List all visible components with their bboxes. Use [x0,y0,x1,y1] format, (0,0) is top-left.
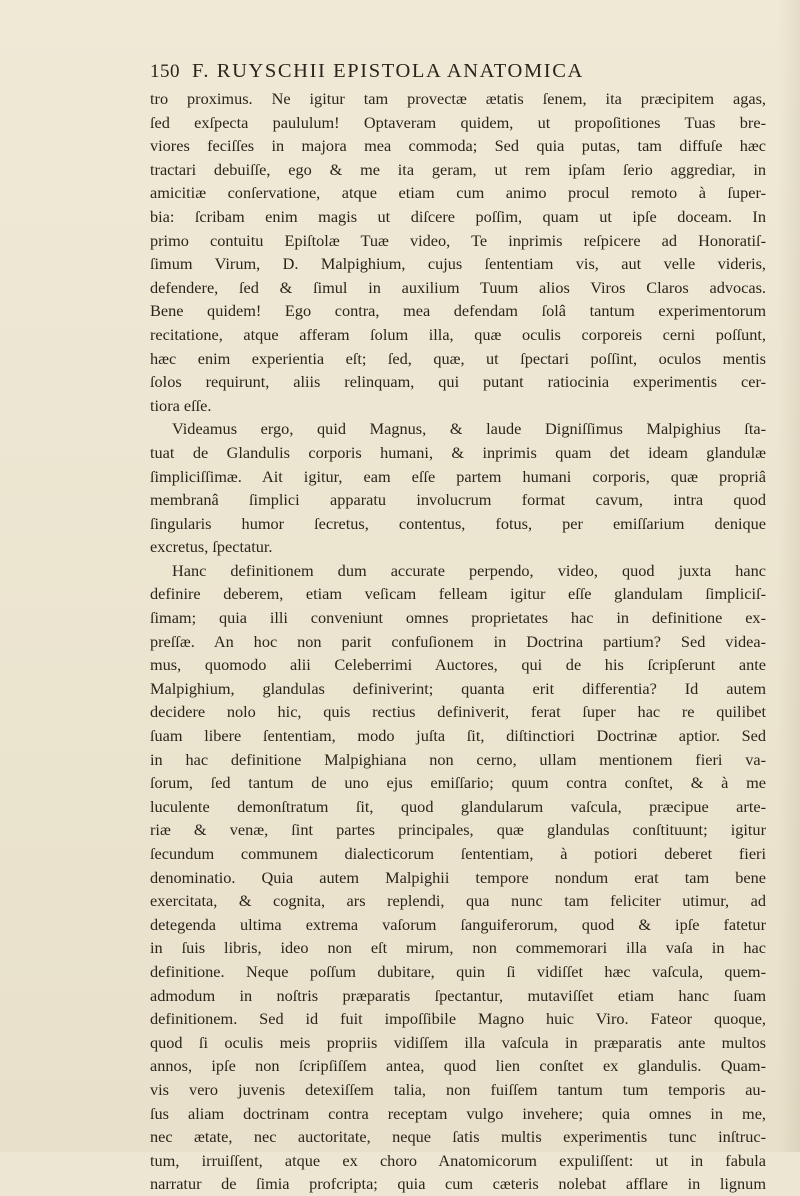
text-line: tro proximus. Ne igitur tam provectæ ætatis ſenem, ita præcipitem agas, [150,89,766,108]
text-line: decidere nolo hic, quis rectius definiverit, ferat ſuper hac re quilibet [150,702,766,722]
text-line: definire deberem, etiam veſicam felleam igitur eſſe glandulam ſimpliciſ- [150,584,766,604]
text-line: ſimam; quia illi conveniunt omnes proprietates hac in definitione ex- [150,608,766,628]
text-line: tiora eſſe. [150,395,212,415]
text-line: ſuam libere ſententiam, modo juſta ſit, diſtinctiori Doctrinæ aptior. Sed [150,726,766,746]
text-line: tractari debuiſſe, ego & me ita geram, ut rem ipſam ſerio aggrediar, in [150,159,766,179]
text-line: exercitata, & cognita, ars replendi, qua nunc tam feliciter utimur, ad [150,891,766,911]
text-line: amicitiæ conſervatione, atque etiam cum animo procul remoto à ſuper- [150,183,766,203]
text-line: denominatio. Quia autem Malpighii tempore nondum erat tam bene [150,867,766,887]
text-line: tum, irruiſſent, atque ex choro Anatomicorum expuliſſent: ut in fabula [150,1150,766,1170]
text-line: viores feciſſes in majora mea commoda; Sed quia putas, tam diffuſe hæc [150,136,766,156]
text-line: ſorum, ſed tantum de uno ejus emiſſario; quum contra conſtet, & à me [150,773,766,793]
text-line: ſimum Virum, D. Malpighium, cujus ſententiam vis, aut velle videris, [150,254,766,274]
text-line: ſecundum communem dialecticorum ſententiam, à potiori deberet fieri [150,844,766,863]
text-line: annos, ipſe non ſcripſiſſem antea, quod lien conſtet ex glandulis. Quam- [150,1056,766,1076]
text-line: quod ſi oculis meis propriis vidiſſem illa vaſcula in præparatis ante multos [150,1032,766,1052]
text-line: ſed exſpecta paululum! Optaveram quidem, ut propoſitiones Tuas bre- [150,112,766,132]
text-line: vis vero juvenis detexiſſem talia, non fuiſſem tantum tum temporis au- [150,1079,766,1099]
running-head: F. RUYSCHII EPISTOLA ANATOMICA [192,60,584,82]
text-line: narratur de ſimia profcripta; quia cum cæteris nolebat afflare in lignum [150,1174,766,1194]
text-line: hæc enim experientia eſt; ſed, quæ, ut ſpectari poſſint, oculos mentis [150,348,766,368]
text-line: ſimpliciſſimæ. Ait igitur, eam eſſe partem humani corporis, quæ propriâ [150,466,766,486]
text-line: detegenda ultima extrema vaſorum ſanguiferorum, quod & ipſe fatetur [150,914,766,934]
text-line: ſingularis humor ſecretus, contentus, fotus, per emiſſarium denique [150,513,766,533]
text-line: defendere, ſed & ſimul in auxilium Tuum alios Viros Claros advocas. [150,277,766,297]
text-line: mus, quomodo alii Celeberrimi Auctores, qui de his ſcripſerunt ante [150,655,766,675]
page-number: 150 [150,61,180,82]
text-line: tuat de Glandulis corporis humani, & inprimis quam det ideam glandulæ [150,442,766,462]
text-line: Hanc definitionem dum accurate perpendo, video, quod juxta hanc [172,560,766,580]
page-header [150,61,760,87]
text-line: ſolos requirunt, aliis relinquam, qui putant ratiocinia experimentis cer- [150,372,766,392]
text-line: primo contuitu Epiſtolæ Tuæ video, Te inprimis reſpicere ad Honoratiſ- [150,230,766,250]
text-line: luculente demonſtratum ſit, quod glandularum vaſcula, præcipue arte- [150,796,766,816]
text-line: in hac definitione Malpighiana non cerno, ullam mentionem fieri va- [150,749,766,769]
body-text [150,87,766,1196]
text-line: recitatione, atque afferam ſolum illa, quæ oculis corporeis cerni poſſunt, [150,324,766,344]
text-line: ſus aliam doctrinam contra receptam vulgo invehere; quia omnes in me, [150,1103,766,1123]
text-line: Malpighium, glandulas definiverint; quanta erit differentia? Id autem [150,678,766,698]
text-line: definitione. Neque poſſum dubitare, quin ſi vidiſſet hæc vaſcula, quem- [150,961,766,981]
text-line: bia: ſcribam enim magis ut diſcere poſſim, quam ut ipſe doceam. In [150,206,766,226]
text-line: riæ & venæ, ſint partes principales, quæ glandulas conſtituunt; igitur [150,820,766,840]
text-line: preſſæ. An hoc non parit confuſionem in Doctrina partium? Sed videa- [150,631,766,651]
text-line: Bene quidem! Ego contra, mea defendam ſolâ tantum experimentorum [150,301,766,321]
page-edge-shadow [778,0,800,1152]
text-line: excretus, ſpectatur. [150,537,273,557]
text-line: membranâ ſimplici apparatu involucrum format cavum, intra quod [150,490,766,510]
text-line: admodum in noſtris præparatis ſpectantur, mutaviſſet etiam hanc ſuam [150,985,766,1005]
text-line: in ſuis libris, ideo non eſt mirum, non commemorari illa vaſa in hac [150,938,766,958]
text-line: definitionem. Sed id fuit impoſſibile Magno huic Viro. Fateor quoque, [150,1009,766,1029]
text-line: nec ætate, nec auctoritate, neque ſatis multis experimentis tunc inſtruc- [150,1127,766,1147]
text-line: Videamus ergo, quid Magnus, & laude Digniſſimus Malpighius ſta- [172,419,766,439]
